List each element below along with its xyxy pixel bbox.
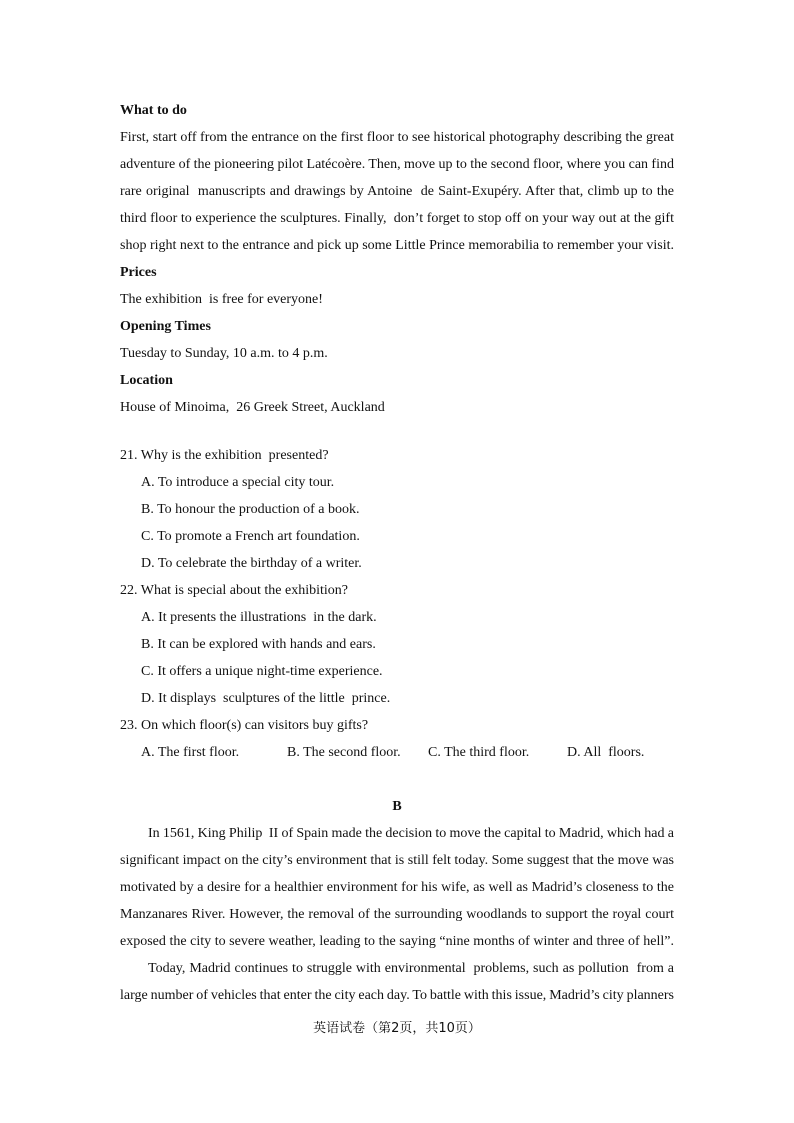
what-to-do-line: First, start off from the entrance on the first floor to see historical photography describing the great bbox=[120, 130, 674, 145]
question-23-options bbox=[120, 739, 674, 766]
passage-b-line: In 1561, King Philip II of Spain made the decision to move the capital to Madrid, which had a bbox=[148, 826, 674, 841]
passage-b-line: motivated by a desire for a healthier environment for his wife, as well as Madrid’s closeness to the bbox=[120, 880, 674, 895]
question-22-stem: 22. What is special about the exhibition? bbox=[120, 583, 348, 598]
page-footer: 英语试卷（第2页，共10页） bbox=[313, 1021, 481, 1036]
opening-times-text: Tuesday to Sunday, 10 a.m. to 4 p.m. bbox=[120, 346, 328, 361]
question-21-stem: 21. Why is the exhibition presented? bbox=[120, 448, 329, 463]
location-heading: Location bbox=[120, 373, 173, 388]
passage-b-line: significant impact on the city’s environment that is still felt today. Some suggest that the move was bbox=[120, 853, 674, 868]
question-23-stem: 23. On which floor(s) can visitors buy gifts? bbox=[120, 718, 369, 733]
what-to-do-heading: What to do bbox=[120, 103, 187, 118]
question-22-option-b: B. It can be explored with hands and ears. bbox=[141, 637, 376, 652]
question-23-option-b: B. The second floor. bbox=[287, 745, 401, 760]
question-21-option-d: D. To celebrate the birthday of a writer. bbox=[141, 556, 362, 571]
question-22-option-d: D. It displays sculptures of the little prince. bbox=[141, 691, 391, 706]
question-22-option-a: A. It presents the illustrations in the dark. bbox=[141, 610, 377, 625]
passage-b-line: exposed the city to severe weather, leading to the saying “nine months of winter and three of hell”. bbox=[120, 934, 674, 949]
what-to-do-line: third floor to experience the sculptures. Finally, don’t forget to stop off on your way out at the gift bbox=[120, 211, 674, 226]
question-22-option-c: C. It offers a unique night-time experience. bbox=[141, 664, 383, 679]
passage-b-line: large number of vehicles that enter the city each day. To battle with this issue, Madrid’s city planners bbox=[120, 988, 674, 1003]
spacer bbox=[120, 766, 674, 793]
prices-heading: Prices bbox=[120, 265, 157, 280]
question-23-option-c: C. The third floor. bbox=[428, 745, 530, 760]
what-to-do-line: adventure of the pioneering pilot Latécoère. Then, move up to the second floor, where you can find bbox=[120, 157, 674, 172]
question-21-option-b: B. To honour the production of a book. bbox=[141, 502, 360, 517]
page-content bbox=[120, 97, 674, 1009]
spacer bbox=[120, 421, 674, 442]
question-23-option-a: A. The first floor. bbox=[141, 745, 240, 760]
what-to-do-line: rare original manuscripts and drawings by Antoine de Saint-Exupéry. After that, climb up to the bbox=[120, 184, 674, 199]
passage-b-heading: B bbox=[392, 799, 402, 814]
what-to-do-line: shop right next to the entrance and pick up some Little Prince memorabilia to remember your visit. bbox=[120, 238, 674, 253]
question-23-option-d: D. All floors. bbox=[567, 745, 645, 760]
location-text: House of Minoima, 26 Greek Street, Auckland bbox=[120, 400, 385, 415]
opening-times-heading: Opening Times bbox=[120, 319, 211, 334]
question-21-option-c: C. To promote a French art foundation. bbox=[141, 529, 360, 544]
question-21-option-a: A. To introduce a special city tour. bbox=[141, 475, 335, 490]
passage-b-line: Manzanares River. However, the removal of the surrounding woodlands to support the royal court bbox=[120, 907, 674, 922]
passage-b-line: Today, Madrid continues to struggle with environmental problems, such as pollution from a bbox=[148, 961, 674, 976]
prices-text: The exhibition is free for everyone! bbox=[120, 292, 323, 307]
